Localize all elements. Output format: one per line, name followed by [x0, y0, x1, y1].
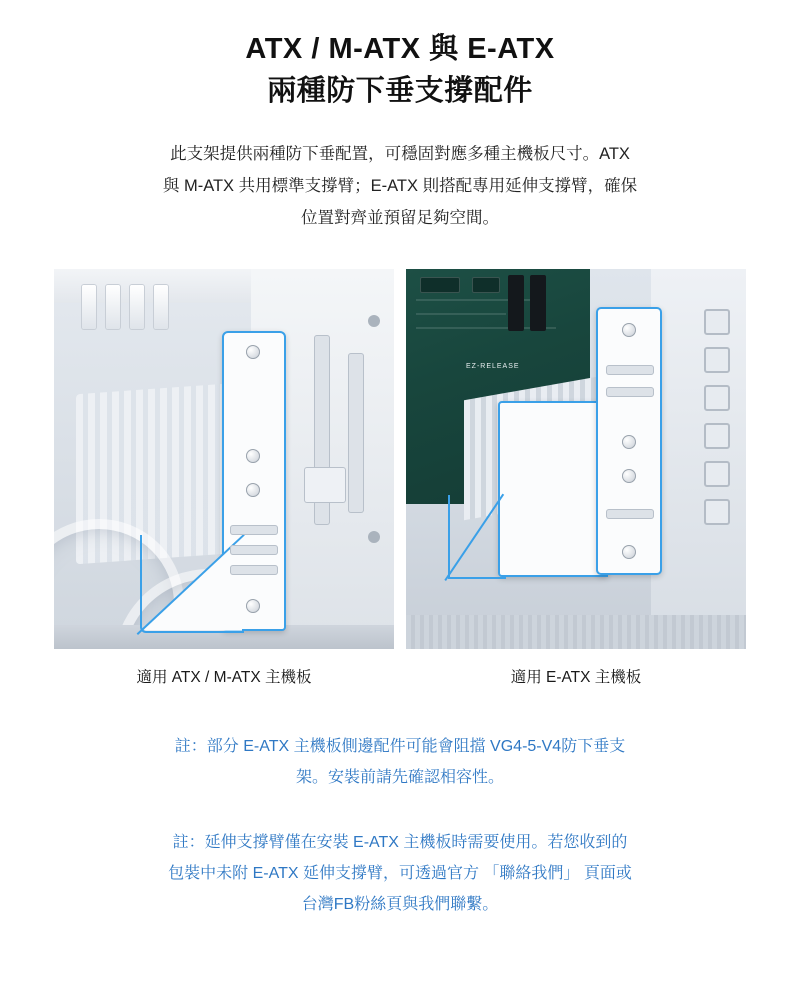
pcb-trace: [416, 313, 506, 315]
screw-icon: [246, 449, 260, 463]
note-line: 註：部分 E-ATX 主機板側邊配件可能會阻擋 VG4-5-V4防下垂支: [174, 737, 626, 755]
bracket-slot: [230, 565, 278, 575]
figure-eatx: [406, 269, 746, 687]
connector-icon: [130, 285, 144, 329]
figure-caption: 適用 ATX / M-ATX 主機板: [136, 668, 312, 686]
screw-icon: [246, 599, 260, 613]
board-connector: [508, 275, 524, 331]
note-line: 包裝中未附 E-ATX 延伸支撐臂，可透過官方 「聯絡我們」 頁面或: [168, 865, 632, 883]
connector-icon: [82, 285, 96, 329]
screw-hole-icon: [368, 531, 380, 543]
page-title: [0, 0, 800, 112]
pci-slot-opening: [704, 309, 730, 335]
bracket-slot: [606, 509, 654, 519]
notes-section: [0, 731, 800, 921]
photo-eatx: [406, 269, 746, 649]
figure-atx-matx: [54, 269, 394, 687]
bracket-slot: [606, 387, 654, 397]
screw-icon: [622, 323, 636, 337]
support-bracket-diagonal-outline: [140, 535, 244, 633]
extension-support-arm: [498, 401, 608, 577]
ez-release-label: EZ-RELEASE: [466, 362, 520, 370]
board-connector: [530, 275, 546, 331]
bracket-tab: [304, 467, 346, 503]
expansion-slot: [348, 353, 364, 513]
note-line: 註：延伸支撐臂僅在安裝 E-ATX 主機板時需要使用。若您收到的: [172, 833, 628, 851]
screw-icon: [622, 435, 636, 449]
screw-icon: [246, 483, 260, 497]
support-bracket-diagonal-outline: [448, 495, 506, 579]
note-compatibility: [90, 731, 710, 793]
intro-paragraph: [100, 138, 700, 235]
pci-slot-opening: [704, 347, 730, 373]
note-line: 台灣FB粉絲頁與我們聯繫。: [301, 896, 499, 914]
pcb-chip: [420, 277, 460, 293]
screw-icon: [246, 345, 260, 359]
figure-caption: 適用 E-ATX 主機板: [510, 668, 642, 686]
pci-slot-opening: [704, 499, 730, 525]
intro-line-3: 位置對齊並預留足夠空間。: [301, 209, 499, 228]
title-line-2: 兩種防下垂支撐配件: [267, 75, 533, 108]
pci-slot-opening: [704, 461, 730, 487]
bracket-slot: [230, 545, 278, 555]
intro-line-1: 此支架提供兩種防下垂配置，可穩固對應多種主機板尺寸。ATX: [170, 145, 630, 164]
screw-hole-icon: [368, 315, 380, 327]
figure-row: [0, 269, 800, 687]
photo-atx-matx: [54, 269, 394, 649]
note-line: 架。安裝前請先確認相容性。: [295, 768, 504, 786]
screw-icon: [622, 545, 636, 559]
title-line-1: ATX / M-ATX 與 E-ATX: [245, 33, 555, 65]
connector-icon: [154, 285, 168, 329]
case-bottom-vent: [406, 615, 746, 649]
screw-icon: [622, 469, 636, 483]
connector-icon: [106, 285, 120, 329]
pci-slot-opening: [704, 385, 730, 411]
pcb-chip: [472, 277, 500, 293]
case-side-wall: [651, 269, 746, 649]
bracket-slot: [230, 525, 278, 535]
bracket-slot: [606, 365, 654, 375]
intro-line-2: 與 M-ATX 共用標準支撐臂；E-ATX 則搭配專用延伸支撐臂，確保: [162, 177, 638, 196]
note-extension-arm: [90, 827, 710, 921]
pci-slot-opening: [704, 423, 730, 449]
